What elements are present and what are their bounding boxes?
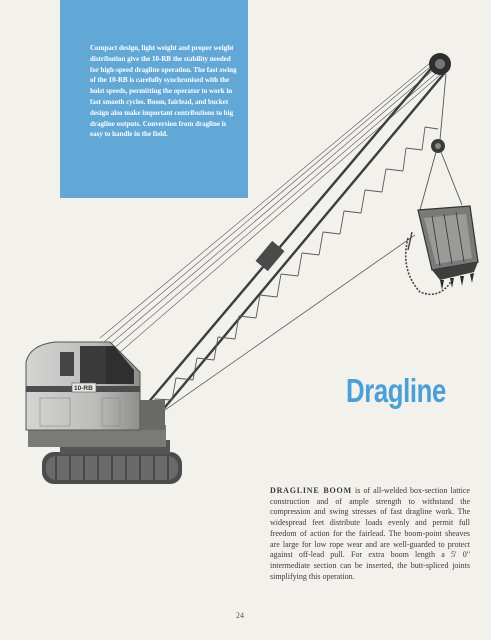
description-lead: DRAGLINE BOOM xyxy=(270,486,352,495)
blue-panel-text: Compact design, light weight and proper weight distribution give the 10-RB the stability needed for high-speed dragline operation. The fast swing of the 10-RB is carefully synchronised with the hoist speeds, permitting the operator to work in fast smooth cycles. Boom, fairlead, and bucket design also make important contributions to big dragline outputs. Conversion from dragline is easy to handle in the field. xyxy=(90,44,237,139)
page-title: Dragline xyxy=(346,372,446,409)
description-body: is of all-welded box-section lattice construction and of ample strength to withstand the compression and swing stresses of fast dragline work. The widespread feet distribute loads evenly and permit full freedom of action for the fairlead. The boom-point sheaves are large for low rope wear and are well-guarded to protect against off-lead pull. For extra boom length a 5' 0" intermediate section can be inserted, the butt-spliced joints simplifying this operation. xyxy=(270,486,470,581)
cab-label: 10-RB xyxy=(74,385,93,392)
page-number: 24 xyxy=(236,611,244,620)
rigging-ropes xyxy=(100,58,441,354)
boom-description xyxy=(270,486,470,582)
